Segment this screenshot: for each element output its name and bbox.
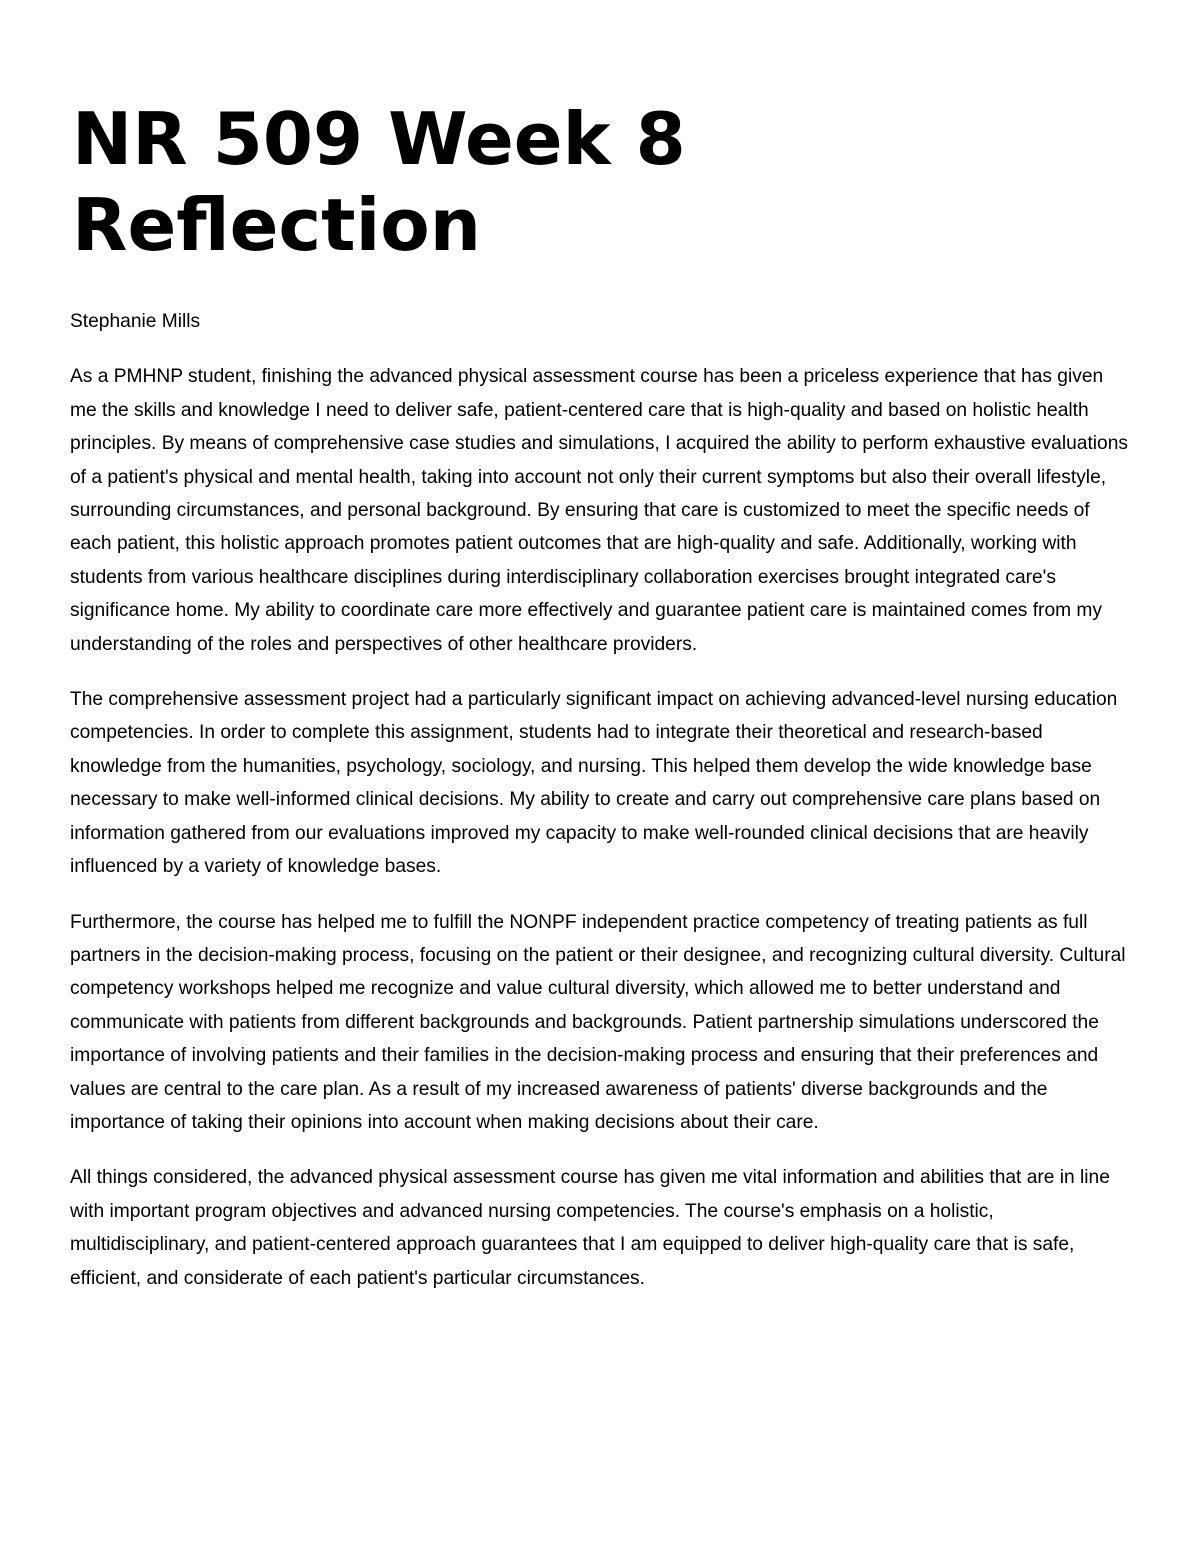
author-name: Stephanie Mills — [70, 311, 201, 332]
body-paragraph-3: Furthermore, the course has helped me to fulfill the NONPF independent practice competency of treating patients as full partners in the decision-making process, focusing on the patient or their designee, and recognizing cultural diversity. Cultural competency workshops helped me recognize and value cultural diversity, which allowed me to better understand and communicate with patients from different backgrounds and backgrounds. Patient partnership simulations underscored the importance of involving patients and their families in the decision-making process and ensuring that their preferences and values are central to the care plan. As a result of my increased awareness of patients' diverse backgrounds and the importance of taking their opinions into account when making decisions about their care. — [70, 911, 1126, 1133]
document-body — [70, 305, 1132, 1317]
body-paragraph-4: All things considered, the advanced physical assessment course has given me vital information and abilities that are in line with important program objectives and advanced nursing competencies. The course's emphasis on a holistic, multidisciplinary, and patient-centered approach guarantees that I am equipped to deliver high-quality care that is safe, efficient, and considerate of each patient's particular circumstances. — [70, 1167, 1110, 1289]
body-paragraph-2: The comprehensive assessment project had a particularly significant impact on achieving advanced-level nursing education competencies. In order to complete this assignment, students had to integrate their theoretical and research-based knowledge from the humanities, psychology, sociology, and nursing. This helped them develop the wide knowledge base necessary to make well-informed clinical decisions. My ability to create and carry out comprehensive care plans based on information gathered from our evaluations improved my capacity to make well-rounded clinical decisions that are heavily influenced by a variety of knowledge bases. — [70, 689, 1118, 878]
body-paragraph-1: As a PMHNP student, finishing the advanced physical assessment course has been a priceless experience that has given me the skills and knowledge I need to deliver safe, patient-centered care that is high-quality and based on holistic health principles. By means of comprehensive case studies and simulations, I acquired the ability to perform exhaustive evaluations of a patient's physical and mental health, taking into account not only their current symptoms but also their overall lifestyle, surrounding circumstances, and personal background. By ensuring that care is customized to meet the specific needs of each patient, this holistic approach promotes patient outcomes that are high-quality and safe. Additionally, working with students from various healthcare disciplines during interdisciplinary collaboration exercises brought integrated care's significance home. My ability to coordinate care more effectively and guarantee patient care is maintained comes from my understanding of the roles and perspectives of other healthcare providers. — [70, 366, 1128, 655]
document-title: NR 509 Week 8 Reflection — [72, 97, 686, 267]
